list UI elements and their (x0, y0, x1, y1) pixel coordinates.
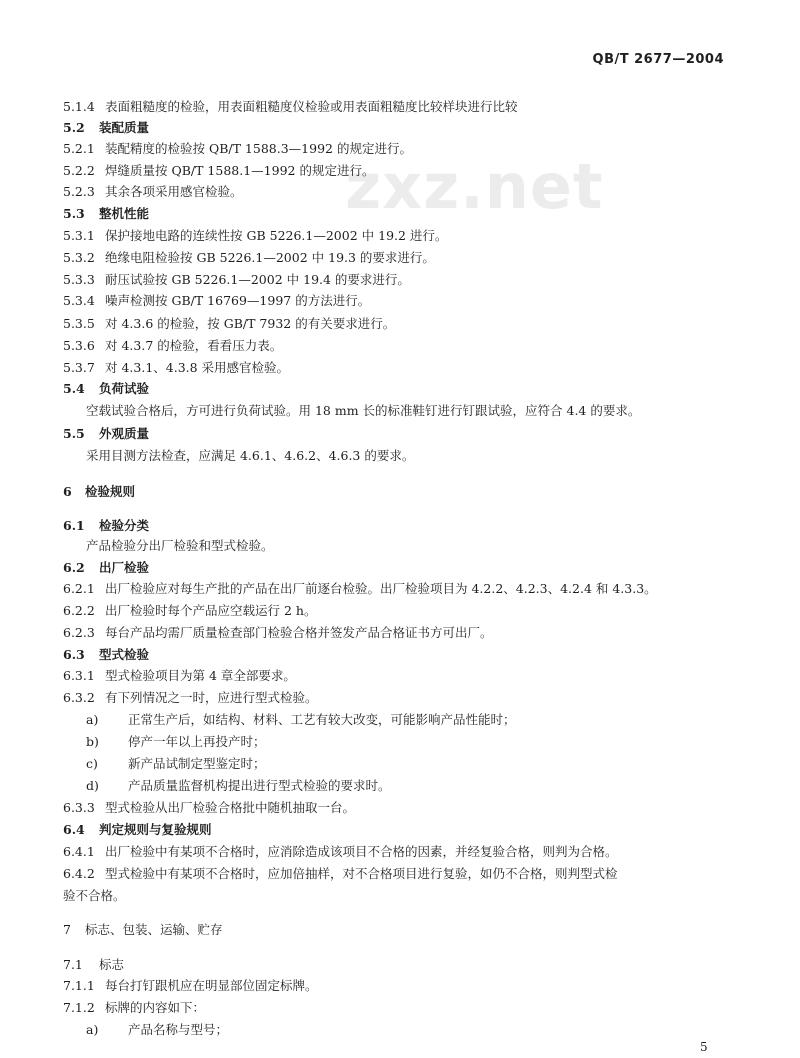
clause-number: 6.2.2 (63, 603, 95, 618)
clause-text: 外观质量 (99, 426, 150, 441)
text-line (63, 921, 223, 939)
clause-number: d) (86, 778, 99, 793)
clause-number: 6.3 (63, 647, 85, 662)
clause-text: 装配质量 (99, 120, 150, 135)
clause-number: 6.1 (63, 518, 85, 533)
clause-number: 5.4 (63, 381, 85, 396)
text-line (63, 359, 289, 377)
clause-text: 标牌的内容如下： (105, 1000, 206, 1015)
text-line (63, 249, 435, 267)
text-line (86, 755, 266, 773)
clause-number: 6 (63, 484, 72, 499)
text-line (86, 733, 266, 751)
clause-number: 7 (63, 922, 71, 937)
text-line (63, 517, 149, 535)
clause-number: 5.3.2 (63, 250, 95, 265)
text-line (86, 447, 414, 465)
text-line (63, 689, 318, 707)
text-line (63, 271, 410, 289)
clause-text: 出厂检验 (99, 560, 150, 575)
clause-text: 新产品试制定型鉴定时； (128, 756, 266, 771)
clause-number: 5.3 (63, 206, 85, 221)
clause-text: 标志、包装、运输、贮存 (85, 922, 223, 937)
clause-text: 空载试验合格后，方可进行负荷试验。用 18 mm 长的标准鞋钉进行钉跟试验，应符合 4.4 的要求。 (86, 403, 641, 418)
clause-number: c) (86, 756, 98, 771)
clause-text: 判定规则与复验规则 (99, 822, 212, 837)
clause-number: 5.3.4 (63, 293, 95, 308)
text-line (63, 799, 355, 817)
clause-number: 7.1 (63, 957, 83, 972)
clause-text: 保护接地电路的连续性按 GB 5226.1—2002 中 19.2 进行。 (105, 228, 448, 243)
clause-number: 5.2.3 (63, 184, 95, 199)
text-line (63, 337, 282, 355)
clause-number: 5.5 (63, 426, 85, 441)
text-line (63, 119, 149, 137)
page-number: 5 (700, 1040, 708, 1054)
text-line (63, 425, 149, 443)
clause-text: 出厂检验时每个产品应空载运行 2 h。 (105, 603, 317, 618)
text-line (86, 402, 640, 420)
text-line (86, 711, 516, 729)
clause-number: 5.3.5 (63, 316, 95, 331)
text-line (63, 315, 395, 333)
clause-text: 产品检验分出厂检验和型式检验。 (86, 538, 274, 553)
text-line (63, 483, 135, 501)
text-line (63, 602, 316, 620)
clause-number: 5.1.4 (63, 99, 95, 114)
clause-number: 6.2 (63, 560, 85, 575)
clause-text: 停产一年以上再投产时； (128, 734, 266, 749)
clause-number: a) (86, 712, 99, 727)
clause-text: 产品质量监督机构提出进行型式检验的要求时。 (128, 778, 391, 793)
clause-number: 5.3.7 (63, 360, 95, 375)
clause-text: 出厂检验应对每生产批的产品在出厂前逐台检验。出厂检验项目为 4.2.2、4.2.3、4.2.4 和 4.3.3。 (105, 581, 657, 596)
clause-text: 型式检验从出厂检验合格批中随机抽取一台。 (105, 800, 356, 815)
clause-text: 耐压试验按 GB 5226.1—2002 中 19.4 的要求进行。 (105, 272, 410, 287)
clause-number: 6.4.2 (63, 866, 95, 881)
clause-text: 对 4.3.6 的检验，按 GB/T 7932 的有关要求进行。 (105, 316, 396, 331)
clause-text: 对 4.3.1、4.3.8 采用感官检验。 (105, 360, 290, 375)
text-line (63, 183, 243, 201)
clause-text: 绝缘电阻检验按 GB 5226.1—2002 中 19.3 的要求进行。 (105, 250, 435, 265)
clause-number: 5.2.1 (63, 141, 95, 156)
text-line (63, 380, 149, 398)
clause-number: a) (86, 1022, 99, 1037)
clause-text: 噪声检测按 GB/T 16769—1997 的方法进行。 (105, 293, 371, 308)
text-line (63, 667, 296, 685)
clause-number: 5.2 (63, 120, 85, 135)
watermark: zxz.net (345, 150, 604, 223)
clause-text: 出厂检验中有某项不合格时，应消除造成该项目不合格的因素，并经复验合格，则判为合格。 (105, 844, 618, 859)
clause-number: 6.2.3 (63, 625, 95, 640)
clause-number: 6.3.1 (63, 668, 95, 683)
clause-text: 有下列情况之一时，应进行型式检验。 (105, 690, 318, 705)
clause-text: 采用目测方法检查，应满足 4.6.1、4.6.2、4.6.3 的要求。 (86, 448, 415, 463)
clause-text: 表面粗糙度的检验，用表面粗糙度仪检验或用表面粗糙度比较样块进行比较 (105, 99, 518, 114)
clause-number: 5.3.1 (63, 228, 95, 243)
text-line (63, 646, 149, 664)
clause-text: 型式检验项目为第 4 章全部要求。 (105, 668, 296, 683)
clause-text: 型式检验中有某项不合格时，应加倍抽样，对不合格项目进行复验，如仍不合格，则判型式检 (105, 866, 618, 881)
text-line (63, 865, 618, 883)
clause-number: 6.4 (63, 822, 85, 837)
text-line (63, 821, 212, 839)
text-line (63, 956, 124, 974)
clause-number: 6.4.1 (63, 844, 95, 859)
clause-text: 验不合格。 (63, 888, 126, 903)
clause-number: b) (86, 734, 99, 749)
clause-number: 5.3.3 (63, 272, 95, 287)
text-line (63, 624, 493, 642)
clause-text: 正常生产后，如结构、材料、工艺有较大改变，可能影响产品性能时； (128, 712, 516, 727)
clause-number: 7.1.1 (63, 978, 95, 993)
clause-text: 检验规则 (85, 484, 136, 499)
clause-text: 检验分类 (99, 518, 150, 533)
text-line (63, 205, 149, 223)
text-line (63, 140, 412, 158)
text-line (86, 537, 274, 555)
clause-number: 5.2.2 (63, 163, 95, 178)
text-line (63, 843, 618, 861)
clause-number: 6.3.3 (63, 800, 95, 815)
standard-code: QB/T 2677—2004 (592, 52, 724, 67)
text-line (63, 999, 205, 1017)
text-line (63, 98, 518, 116)
text-line (63, 887, 126, 905)
text-line (63, 580, 657, 598)
text-line (63, 227, 447, 245)
text-line (86, 777, 391, 795)
text-line (86, 1021, 228, 1039)
text-line (63, 162, 374, 180)
clause-text: 整机性能 (99, 206, 150, 221)
clause-text: 每台打钉跟机应在明显部位固定标牌。 (105, 978, 318, 993)
clause-text: 每台产品均需厂质量检查部门检验合格并签发产品合格证书方可出厂。 (105, 625, 493, 640)
clause-text: 装配精度的检验按 QB/T 1588.3—1992 的规定进行。 (105, 141, 412, 156)
clause-text: 标志 (99, 957, 125, 972)
clause-text: 焊缝质量按 QB/T 1588.1—1992 的规定进行。 (105, 163, 375, 178)
clause-number: 6.2.1 (63, 581, 95, 596)
clause-number: 5.3.6 (63, 338, 95, 353)
clause-number: 6.3.2 (63, 690, 95, 705)
clause-text: 型式检验 (99, 647, 150, 662)
clause-text: 其余各项采用感官检验。 (105, 184, 243, 199)
text-line (63, 977, 318, 995)
text-line (63, 292, 370, 310)
text-line (63, 559, 149, 577)
clause-number: 7.1.2 (63, 1000, 95, 1015)
clause-text: 产品名称与型号； (128, 1022, 229, 1037)
clause-text: 负荷试验 (99, 381, 150, 396)
clause-text: 对 4.3.7 的检验，看看压力表。 (105, 338, 283, 353)
